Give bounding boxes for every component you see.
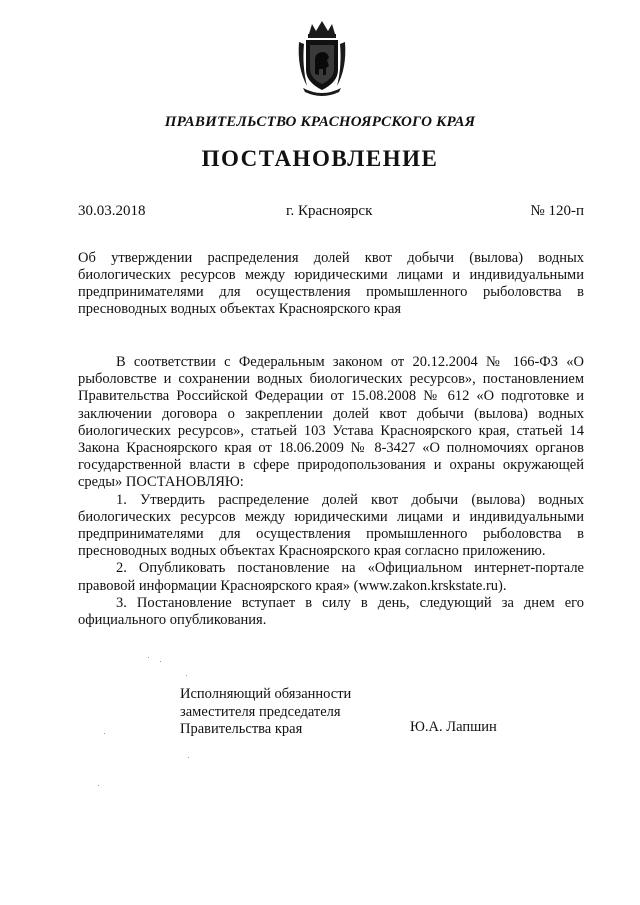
scan-speck xyxy=(160,661,161,662)
scan-speck xyxy=(104,733,105,734)
scan-speck xyxy=(148,657,149,658)
document-city: г. Красноярск xyxy=(286,203,373,219)
signature-position xyxy=(180,686,580,739)
scan-speck xyxy=(186,675,187,676)
document-subject: Об утверждении распределения долей квот добычи (вылова) водных биологических ресурсов между юридическими лицами и индивидуальными предпринимателями для осуществления промышленного рыболовства в пресноводных водных объектах Красноярского края xyxy=(78,250,584,317)
signatory-name: Ю.А. Лапшин xyxy=(410,719,497,735)
body-preamble: В соответствии с Федеральным законом от 20.12.2004 № 166-ФЗ «О рыболовстве и сохранении водных биологических ресурсов», постановлением Правительства Российской Федерации от 15.08.2008 № 612 «О подготовке и заключении договора о закреплении долей квот добычи (вылова) водных биологических ресурсов», статьей 103 Устава Красноярского края, статьей 14 Закона Красноярского края от 18.06.2009 № 8-3427 «О полномочиях органов государственной власти в сфере природопользования и охраны окружающей среды» ПОСТАНОВЛЯЮ: xyxy=(78,354,584,491)
signature-position-line: заместителя председателя xyxy=(180,703,341,720)
document-body xyxy=(78,354,584,629)
body-item-1: 1. Утвердить распределение долей квот добычи (вылова) водных биологических ресурсов между юридическими лицами и индивидуальными предпринимателями для осуществления промышленного рыболовства в пресноводных водных объектах Красноярского края согласно приложению. xyxy=(78,491,584,560)
signature-position-line: Исполняющий обязанности xyxy=(180,686,352,702)
coat-of-arms-icon xyxy=(295,20,349,96)
signature-position-line: Правительства края xyxy=(180,721,303,737)
document-type-title: ПОСТАНОВЛЕНИЕ xyxy=(201,146,439,171)
body-item-3: 3. Постановление вступает в силу в день, следующий за днем его официального опубликования. xyxy=(78,594,584,629)
scan-speck xyxy=(98,785,99,786)
document-date: 30.03.2018 xyxy=(78,203,146,219)
organization-heading: ПРАВИТЕЛЬСТВО КРАСНОЯРСКОГО КРАЯ xyxy=(164,114,476,130)
document-meta-row xyxy=(78,203,584,223)
scan-speck xyxy=(188,757,189,758)
document-number: № 120-п xyxy=(530,203,584,219)
body-item-2: 2. Опубликовать постановление на «Официальном интернет-портале правовой информации Красноярского края» (www.zakon.krskstate.ru). xyxy=(78,560,584,594)
